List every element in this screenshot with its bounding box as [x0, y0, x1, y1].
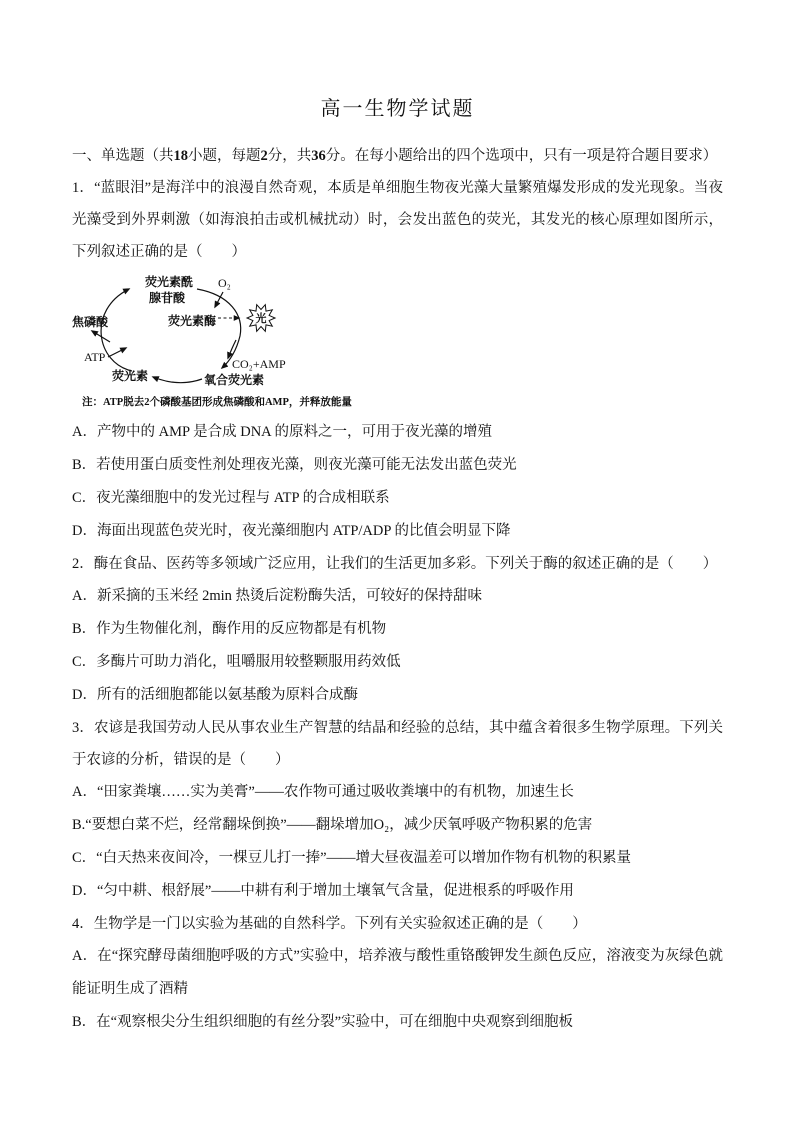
pyrophosphate-label: 焦磷酸	[72, 315, 109, 329]
question-3	[72, 712, 723, 908]
question-2	[72, 548, 723, 712]
o2-label: O₂	[218, 276, 231, 290]
luciferyl-adenylate-label-line1: 荧光素酰	[144, 275, 194, 289]
section-points-each: 2	[260, 148, 268, 164]
question-2-option-c: C．多酶片可助力消化，咀嚼服用较整颗服用药效低	[72, 654, 401, 670]
section-points-total: 36	[311, 148, 326, 164]
question-4-stem: 4．生物学是一门以实验为基础的自然科学。下列有关实验叙述正确的是（ ）	[72, 916, 587, 932]
figure-note: 注：ATP脱去2个磷酸基团形成焦磷酸和AMP，并释放能量	[82, 397, 352, 408]
luciferyl-adenylate-label-line2: 腺苷酸	[148, 291, 186, 305]
question-4-option-b: B．在“观察根尖分生组织细胞的有丝分裂”实验中，可在细胞中央观察到细胞板	[72, 1014, 574, 1030]
luciferase-label: 荧光素酶	[167, 314, 217, 328]
question-1	[72, 172, 723, 548]
question-1-option-b: B．若使用蛋白质变性剂处理夜光藻，则夜光藻可能无法发出蓝色荧光	[72, 457, 517, 473]
question-3-option-c: C．“白天热来夜间冷，一棵豆儿打一捧”——增大昼夜温差可以增加作物有机物的积累量	[72, 850, 632, 866]
oxyluciferin-to-luciferin-arrow	[153, 377, 202, 383]
section-text-2: 小题，每题	[188, 148, 261, 164]
question-4-option-a: A．在“探究酵母菌细胞呼吸的方式”实验中，培养液与酸性重铬酸钾发生颜色反应，溶液变为灰绿色就能证明生成了酒精	[72, 948, 723, 997]
co2-amp-label: CO₂+AMP	[232, 357, 286, 371]
section-text-1: 一、单选题（共	[72, 148, 174, 164]
question-1-option-a: A．产物中的 AMP 是合成 DNA 的原料之一，可用于夜光藻的增殖	[72, 424, 492, 440]
question-3-option-d: D．“匀中耕、根舒展”——中耕有利于增加土壤氧气含量，促进根系的呼吸作用	[72, 883, 574, 899]
question-1-option-d: D．海面出现蓝色荧光时，夜光藻细胞内 ATP/ADP 的比值会明显下降	[72, 523, 511, 539]
section-header	[72, 140, 723, 172]
atp-label: ATP	[84, 350, 106, 364]
bioluminescence-cycle-diagram	[72, 270, 372, 392]
luciferin-label: 荧光素	[112, 369, 149, 383]
question-2-option-a: A．新采摘的玉米经 2min 热烫后淀粉酶失活，可较好的保持甜味	[72, 588, 483, 604]
light-label: 光	[255, 313, 267, 325]
question-4	[72, 908, 723, 1039]
question-1-stem: 1．“蓝眼泪”是海洋中的浪漫自然奇观，本质是单细胞生物夜光藻大量繁殖爆发形成的发光现象。当夜光藻受到外界刺激（如海浪拍击或机械扰动）时，会发出蓝色的荧光，其发光的核心原理如图所示，下列叙述正确的是（ ）	[72, 180, 723, 260]
question-2-option-b: B．作为生物催化剂，酶作用的反应物都是有机物	[72, 621, 387, 637]
page-title: 高一生物学试题	[320, 98, 475, 120]
section-text-3: 分，共	[267, 148, 312, 164]
section-count: 18	[173, 148, 188, 164]
section-text-4: 分。在每小题给出的四个选项中，只有一项是符合题目要求）	[325, 148, 718, 164]
question-3-option-b: B.“要想白菜不烂，经常翻垛倒换”——翻垛增加O₂，减少厌氧呼吸产物积累的危害	[72, 817, 593, 833]
question-3-option-a: A．“田家粪壤……实为美膏”——农作物可通过吸收粪壤中的有机物，加速生长	[72, 784, 574, 800]
question-1-option-c: C．夜光藻细胞中的发光过程与 ATP 的合成相联系	[72, 490, 390, 506]
question-1-figure	[72, 270, 723, 410]
oxyluciferin-label: 氧合荧光素	[204, 373, 265, 387]
cycle-left-arc	[101, 289, 132, 371]
atp-input-arrow	[108, 348, 126, 357]
question-2-stem: 2．酶在食品、医药等多领域广泛应用，让我们的生活更加多彩。下列关于酶的叙述正确的是（ ）	[72, 556, 718, 572]
question-3-stem: 3．农谚是我国劳动人民从事农业生产智慧的结晶和经验的总结，其中蕴含着很多生物学原理。下列关于农谚的分析，错误的是（ ）	[72, 720, 723, 768]
question-2-option-d: D．所有的活细胞都能以氨基酸为原料合成酶	[72, 687, 358, 703]
